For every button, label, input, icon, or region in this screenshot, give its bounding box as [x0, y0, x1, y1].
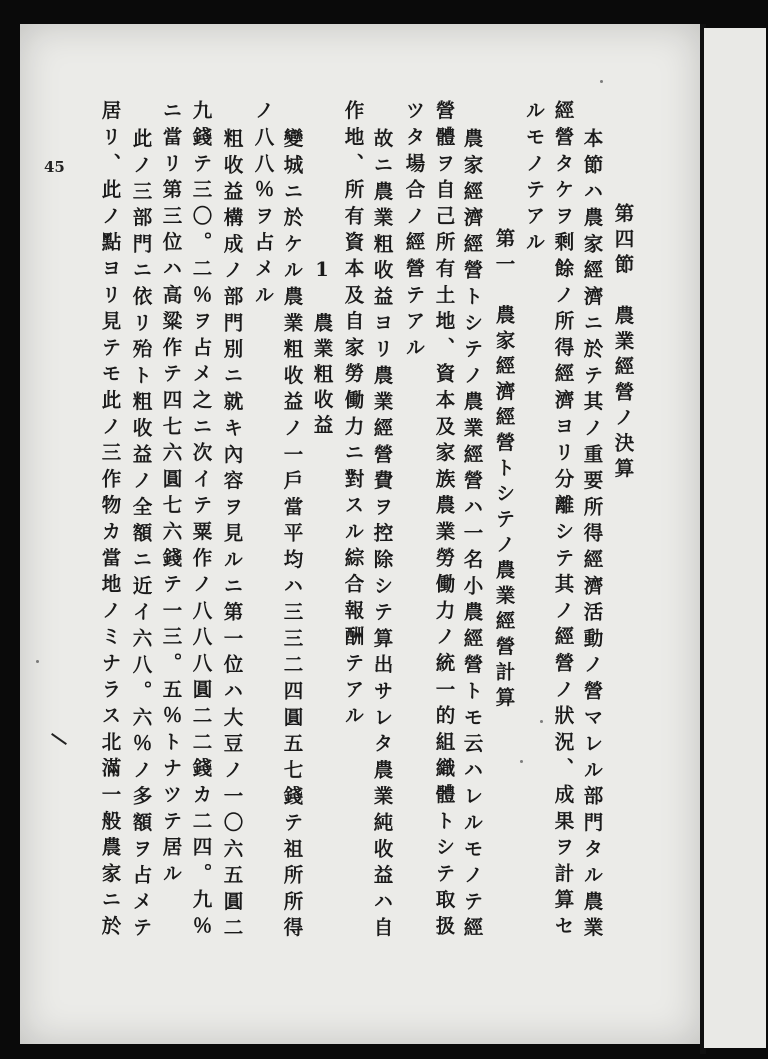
text-column-2: 經營タケヲ剩餘ノ所得經濟ヨリ分離シテ其ノ經營ノ狀況、成果ヲ計算セ — [551, 100, 575, 942]
text-column-11: 變城ニ於ケル農業粗收益ノ一戶當平均ハ三三二四圓五七錢テ祖所所得 — [280, 128, 304, 944]
scan-speck — [520, 760, 523, 763]
adjacent-page-edge — [704, 28, 766, 1048]
text-column-9: 作地、所有資本及自家勞働力ニ對スル綜合報酬テアル — [341, 100, 365, 732]
text-column-7: ツタ場合ノ經營テアル — [402, 100, 426, 363]
subsection-heading: 第一 農家經濟經營トシテノ農業經營計算 — [492, 228, 516, 713]
section-title: 第四節 農業經營ノ決算 — [611, 203, 635, 484]
text-column-16: 此ノ三部門ニ依リ殆ト粗收益ノ全額ニ近イ六八。六％ノ多額ヲ占メテ — [129, 128, 153, 944]
text-column-1: 本節ハ農家經濟ニ於テ其ノ重要所得經濟活動ノ營マレル部門タル農業 — [580, 128, 604, 944]
text-column-14: 九錢テ三〇。二％ヲ占メ之ニ次イテ粟作ノ八八八圓二二錢カ二四。九％ — [189, 100, 213, 942]
scan-speck — [600, 80, 603, 83]
text-column-12: ノ八八％ヲ占メル — [251, 100, 275, 311]
text-column-6: 營體ヲ自己所有土地、資本及家族農業勞働力ノ統一的組織體トシテ取扱 — [432, 100, 456, 942]
text-column-13: 粗收益構成ノ部門別ニ就キ內容ヲ見ルニ第一位ハ大豆ノ一〇六五圓二 — [220, 128, 244, 944]
text-column-15: ニ當リ第三位ハ高粱作テ四七六圓七六錢テ一三。五％トナツテ居ル — [159, 100, 183, 889]
text-column-8: 故ニ農業粗收益ヨリ農業經營費ヲ控除シテ算出サレタ農業純收益ハ自 — [370, 128, 394, 944]
text-column-3: ルモノテアル — [522, 100, 546, 258]
scan-speck — [36, 660, 39, 663]
text-column-17: 居リ、此ノ點ヨリ見テモ此ノ三作物カ當地ノミナラス北滿一般農家ニ於 — [98, 100, 122, 942]
page-number: 45 — [44, 158, 65, 176]
item-heading: 1 農業粗收益 — [310, 258, 334, 440]
text-column-5: 農家經濟經營トシテノ農業經營ハ一名小農經營トモ云ハレルモノテ經 — [460, 128, 484, 944]
scan-speck — [540, 720, 543, 723]
